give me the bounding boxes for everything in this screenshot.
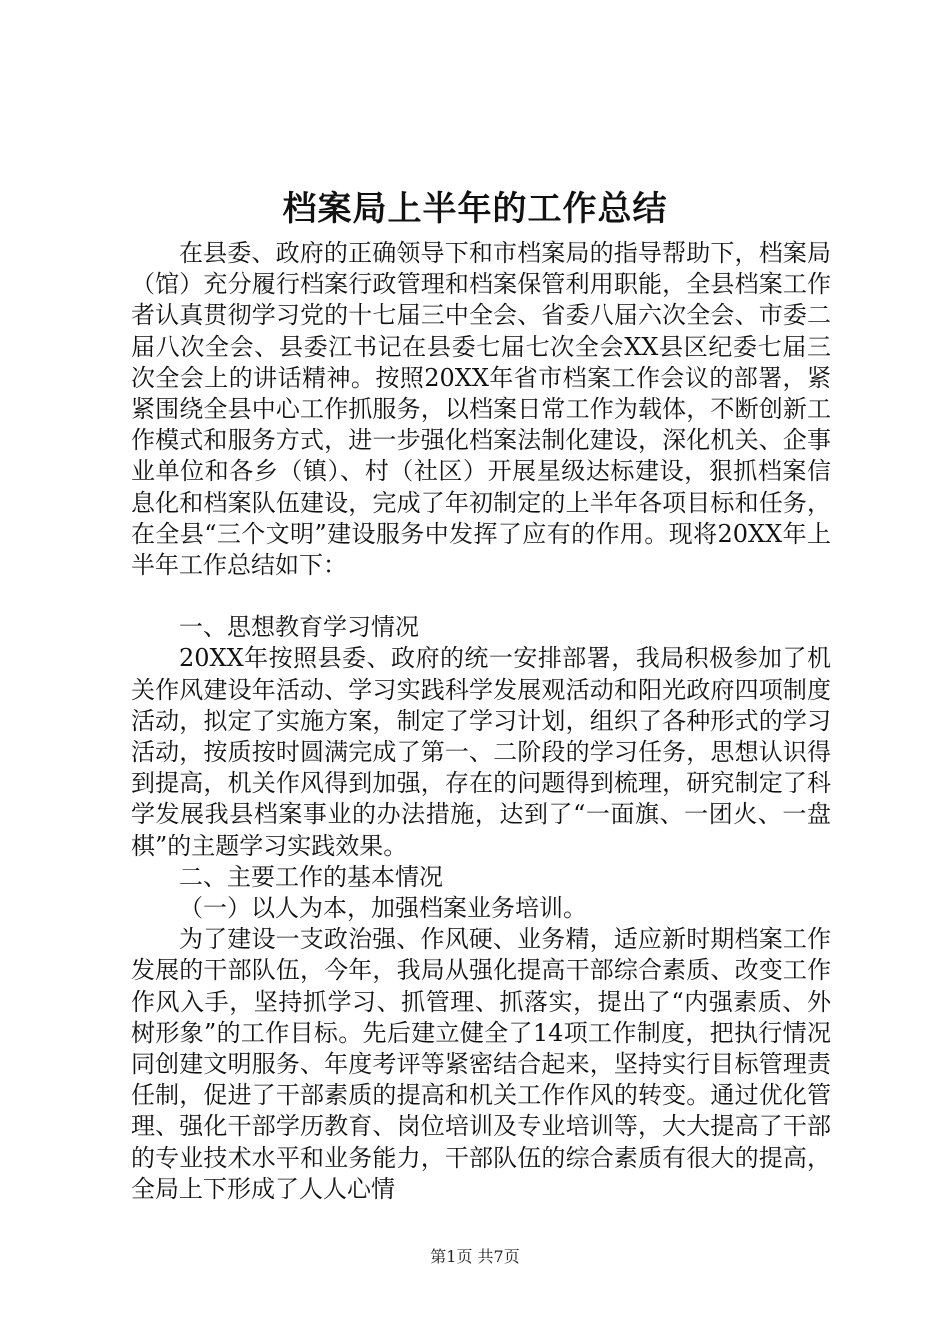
document-body [131,238,831,1205]
subsection-paragraph-training: 为了建设一支政治强、作风硬、业务精，适应新时期档案工作发展的干部队伍，今年，我局从强化提高干部综合素质、改变工作作风入手，坚持抓学习、抓管理、抓落实，提出了“内强素质、外树形象”的工作目标。先后建立健全了14项工作制度，把执行情况同创建文明服务、年度考评等紧密结合起来，坚持实行目标管理责任制，促进了干部素质的提高和机关工作作风的转变。通过优化管理、强化干部学历教育、岗位培训及专业培训等，大大提高了干部的专业技术水平和业务能力，干部队伍的综合素质有很大的提高，全局上下形成了人人心情 [131,925,831,1203]
page-footer: 第1页 共7页 [430,1247,520,1266]
intro-paragraph: 在县委、政府的正确领导下和市档案局的指导帮助下，档案局（馆）充分履行档案行政管理和档案保管利用职能，全县档案工作者认真贯彻学习党的十七届三中全会、省委八届六次全会、市委二届八次全会、县委江书记在县委七届七次全会XX县区纪委七届三次全会上的讲话精神。按照20XX年省市档案工作会议的部署，紧紧围绕全县中心工作抓服务，以档案日常工作为载体，不断创新工作模式和服务方式，进一步强化档案法制化建设，深化机关、企事业单位和各乡（镇）、村（社区）开展星级达标建设，狠抓档案信息化和档案队伍建设，完成了年初制定的上半年各项目标和任务，在全县“三个文明”建设服务中发挥了应有的作用。现将20XX年上半年工作总结如下： [131,239,831,580]
section-heading-ideological-study: 一、思想教育学习情况 [179,613,419,642]
paragraph-spacer [131,581,831,612]
subsection-heading-training: （一）以人为本，加强档案业务培训。 [179,894,587,923]
document-title: 档案局上半年的工作总结 [282,189,668,229]
section-heading-main-work: 二、主要工作的基本情况 [179,862,443,891]
section-paragraph-ideological-study: 20XX年按照县委、政府的统一安排部署，我局积极参加了机关作风建设年活动、学习实践科学发展观活动和阳光政府四项制度活动，拟定了实施方案，制定了学习计划，组织了各种形式的学习活动，按质按时圆满完成了第一、二阶段的学习任务，思想认识得到提高，机关作风得到加强，存在的问题得到梳理，研究制定了科学发展我县档案事业的办法措施，达到了“一面旗、一团火、一盘棋”的主题学习实践效果。 [131,644,831,860]
